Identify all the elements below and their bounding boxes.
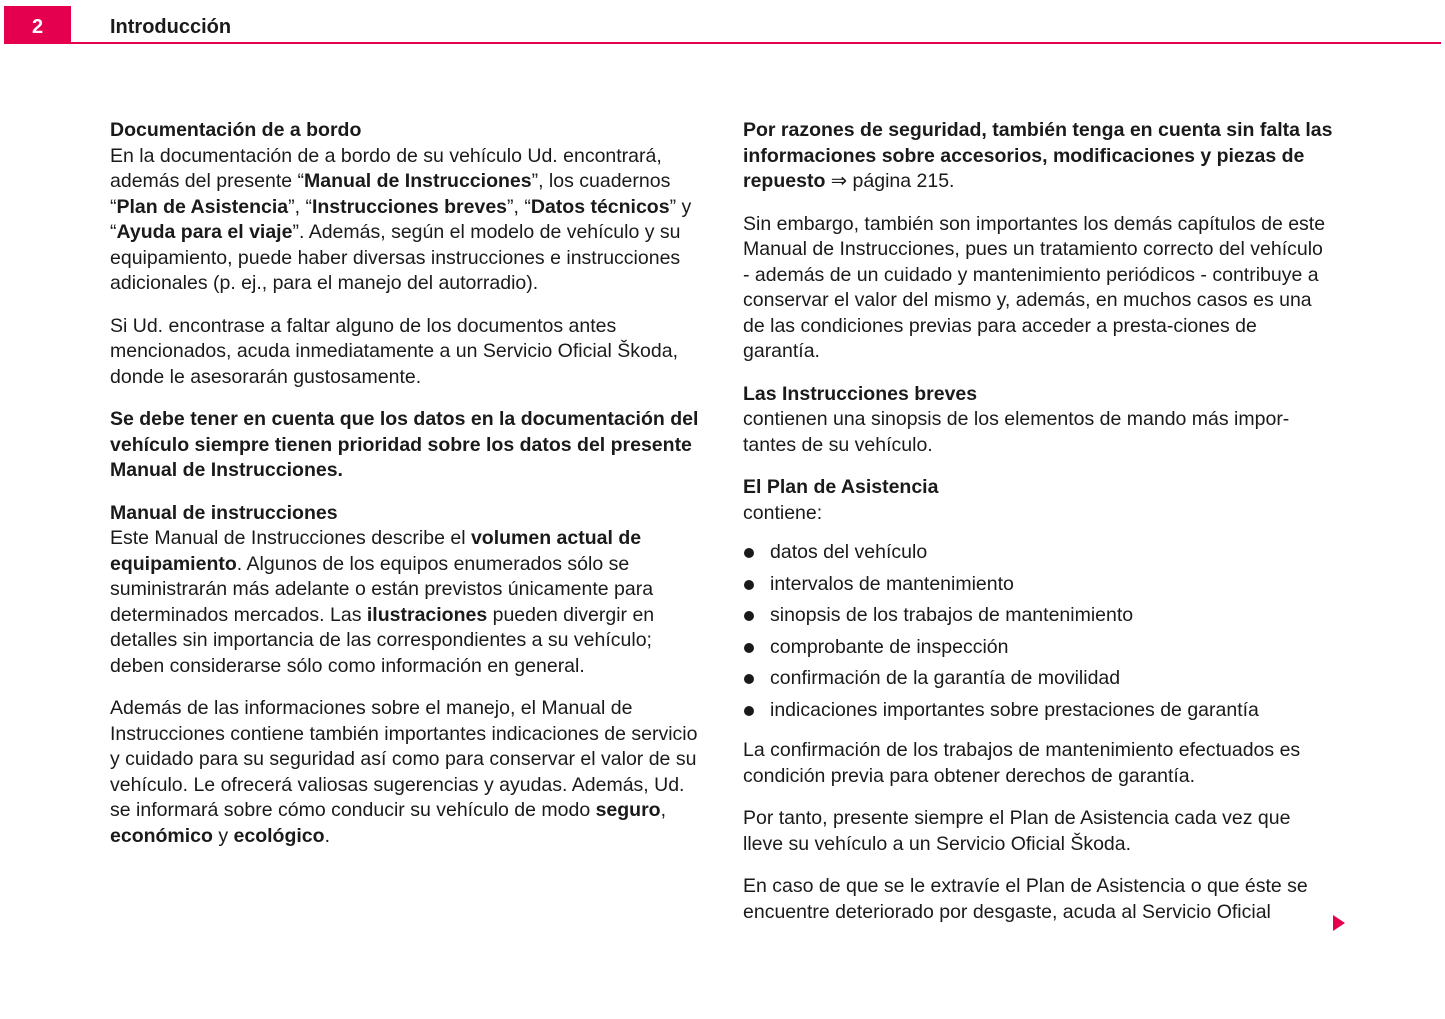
bullet-icon <box>744 674 754 684</box>
page-reference-link[interactable]: ⇒ página 215. <box>825 170 955 192</box>
list-item: comprobante de inspección <box>743 635 1333 661</box>
paragraph-contiene: contiene: <box>743 501 823 524</box>
right-column <box>743 118 1333 942</box>
paragraph-presentar-plan: Por tanto, presente siempre el Plan de Asistencia cada vez que lleve su vehículo a un Servicio Oficial Škoda. <box>743 807 1291 855</box>
paragraph-confirmacion-trabajos: La confirmación de los trabajos de mantenimiento efectuados es condición previa para obtener derechos de garantía. <box>743 739 1301 787</box>
paragraph-plan-extraviado: En caso de que se le extravíe el Plan de Asistencia o que éste se encuentre deteriorado por desgaste, acuda al Servicio Oficial <box>743 875 1308 923</box>
bullet-icon <box>744 706 754 716</box>
section-heading-documentacion: Documentación de a bordo <box>110 119 362 141</box>
section-heading-instrucciones-breves: Las Instrucciones breves <box>743 382 978 405</box>
page-number: 2 <box>4 6 71 44</box>
bullet-list-plan-asistencia <box>743 540 1333 723</box>
header-rule <box>4 42 1441 44</box>
continue-arrow-icon <box>1333 915 1345 931</box>
list-item: confirmación de la garantía de movilidad <box>743 666 1333 692</box>
paragraph-otros-capitulos: Sin embargo, también son importantes los demás capítulos de este Manual de Instrucciones, pues un tratamiento correcto del vehículo - además de un cuidado y mantenimiento periódicos - contribuye a conservar el valor del mismo y, además, en muchos casos es una de las condiciones previas para acceder a presta-ciones de garantía. <box>743 212 1326 362</box>
list-item: intervalos de mantenimiento <box>743 572 1333 598</box>
bullet-icon <box>744 643 754 653</box>
list-item: datos del vehículo <box>743 540 1333 566</box>
bullet-icon <box>744 548 754 558</box>
paragraph-prioridad-datos: Se debe tener en cuenta que los datos en la documentación del vehículo siempre tienen prioridad sobre los datos del presente Manual de Instrucciones. <box>110 408 699 481</box>
paragraph-documentacion: En la documentación de a bordo de su vehículo Ud. encontrará, además del presente “Manual de Instrucciones”, los cuadernos “Plan de Asistencia”, “Instrucciones breves”, “Datos técnicos” y “Ayuda para el viaje”. Además, según el modelo de vehículo y su equipamiento, puede haber diversas instrucciones e instrucciones adicionales (p. ej., para el manejo del autorradio). <box>110 144 692 294</box>
paragraph-documentos-faltantes: Si Ud. encontrase a faltar alguno de los documentos antes mencionados, acuda inmediatamente a un Servicio Oficial Škoda, donde le asesorarán gustosamente. <box>110 314 678 388</box>
bullet-icon <box>744 611 754 621</box>
paragraph-instrucciones-breves: contienen una sinopsis de los elementos de mando más impor-tantes de su vehículo. <box>743 408 1290 456</box>
section-heading-manual: Manual de instrucciones <box>110 501 338 524</box>
running-header-title: Introducción <box>110 16 232 38</box>
list-item: indicaciones importantes sobre prestaciones de garantía <box>743 698 1333 724</box>
bullet-icon <box>744 580 754 590</box>
list-item: sinopsis de los trabajos de mantenimiento <box>743 603 1333 629</box>
left-column <box>110 118 706 866</box>
paragraph-manual-equipamiento: Este Manual de Instrucciones describe el volumen actual de equipamiento. Algunos de los equipos enumerados sólo se suministrarán más adelante o están previstos únicamente para determinados mercados. Las ilustraciones pueden divergir en detalles sin importancia de las correspondientes a su vehículo; deben considerarse sólo como información en general. <box>110 527 655 677</box>
section-heading-plan-asistencia: El Plan de Asistencia <box>743 476 939 498</box>
paragraph-seguridad-accesorios: Por razones de seguridad, también tenga en cuenta sin falta las informaciones sobre accesorios, modificaciones y piezas de repuesto ⇒ página 215. <box>743 119 1333 192</box>
paragraph-manual-contenido: Además de las informaciones sobre el manejo, el Manual de Instrucciones contiene también importantes indicaciones de servicio y cuidado para su seguridad así como para conservar el valor de su vehículo. Le ofrecerá valiosas sugerencias y ayudas. Además, Ud. se informará sobre cómo conducir su vehículo de modo seguro, económico y ecológico. <box>110 697 698 847</box>
